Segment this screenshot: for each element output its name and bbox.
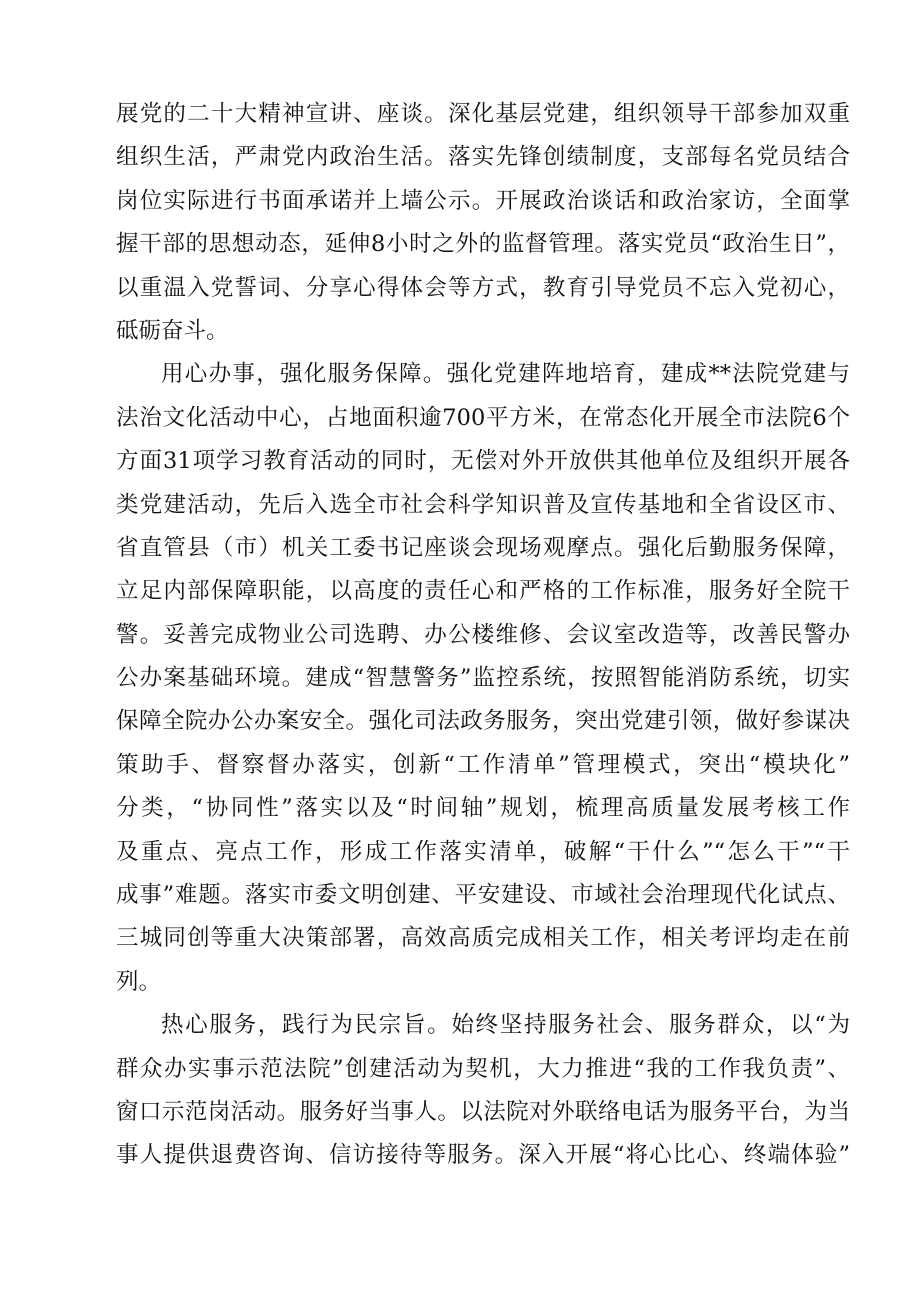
text-line: 类党建活动，先后入选全市社会科学知识普及宣传基地和全省设区市、	[116, 491, 850, 518]
text-line: 保障全院办公办案安全。强化司法政务服务，突出党建引领，做好参谋决	[116, 708, 850, 735]
text-line: 组织生活，严肃党内政治生活。落实先锋创绩制度，支部每名党员结合	[116, 144, 850, 171]
text-line: 成事”难题。落实市委文明创建、平安建设、市域社会治理现代化试点、	[116, 882, 850, 909]
text-line: 三城同创等重大决策部署，高效高质完成相关工作，相关考评均走在前	[116, 925, 850, 952]
paragraph-3	[116, 1004, 850, 1178]
text-line: 公办案基础环境。建成“智慧警务”监控系统，按照智能消防系统，切实	[116, 665, 850, 692]
paragraph-1	[116, 93, 850, 353]
text-line: 岗位实际进行书面承诺并上墙公示。开展政治谈话和政治家访，全面掌	[116, 187, 850, 214]
text-line: 分类，“协同性”落实以及“时间轴”规划，梳理高质量发展考核工作	[116, 795, 850, 822]
text-line: 事人提供退费咨询、信访接待等服务。深入开展“将心比心、终端体验”	[116, 1142, 850, 1169]
text-line: 策助手、督察督办落实，创新“工作清单”管理模式，突出“模块化”	[116, 751, 850, 778]
text-line: 砥砺奋斗。	[116, 317, 229, 344]
paragraph-2	[116, 353, 850, 1004]
text-line: 及重点、亮点工作，形成工作落实清单，破解“干什么”“怎么干”“干	[116, 838, 850, 865]
text-line: 省直管县（市）机关工委书记座谈会现场观摩点。强化后勤服务保障，	[116, 534, 850, 561]
text-line: 以重温入党誓词、分享心得体会等方式，教育引导党员不忘入党初心，	[116, 274, 850, 301]
text-line: 用心办事，强化服务保障。强化党建阵地培育，建成**法院党建与	[161, 361, 850, 388]
text-line: 热心服务，践行为民宗旨。始终坚持服务社会、服务群众，以“为	[161, 1012, 850, 1039]
text-line: 法治文化活动中心，占地面积逾700平方米，在常态化开展全市法院6个	[116, 404, 850, 431]
text-line: 立足内部保障职能，以高度的责任心和严格的工作标准，服务好全院干	[116, 578, 850, 605]
text-line: 列。	[116, 968, 162, 995]
text-line: 方面31项学习教育活动的同时，无偿对外开放供其他单位及组织开展各	[116, 448, 850, 475]
text-line: 窗口示范岗活动。服务好当事人。以法院对外联络电话为服务平台，为当	[116, 1098, 850, 1125]
text-line: 警。妥善完成物业公司选聘、办公楼维修、会议室改造等，改善民警办	[116, 621, 850, 648]
text-line: 握干部的思想动态，延伸8小时之外的监督管理。落实党员“政治生日”，	[116, 231, 850, 258]
text-line: 群众办实事示范法院”创建活动为契机，大力推进“我的工作我负责”、	[116, 1055, 850, 1082]
text-line: 展党的二十大精神宣讲、座谈。深化基层党建，组织领导干部参加双重	[116, 101, 850, 127]
document-body	[116, 93, 850, 1178]
